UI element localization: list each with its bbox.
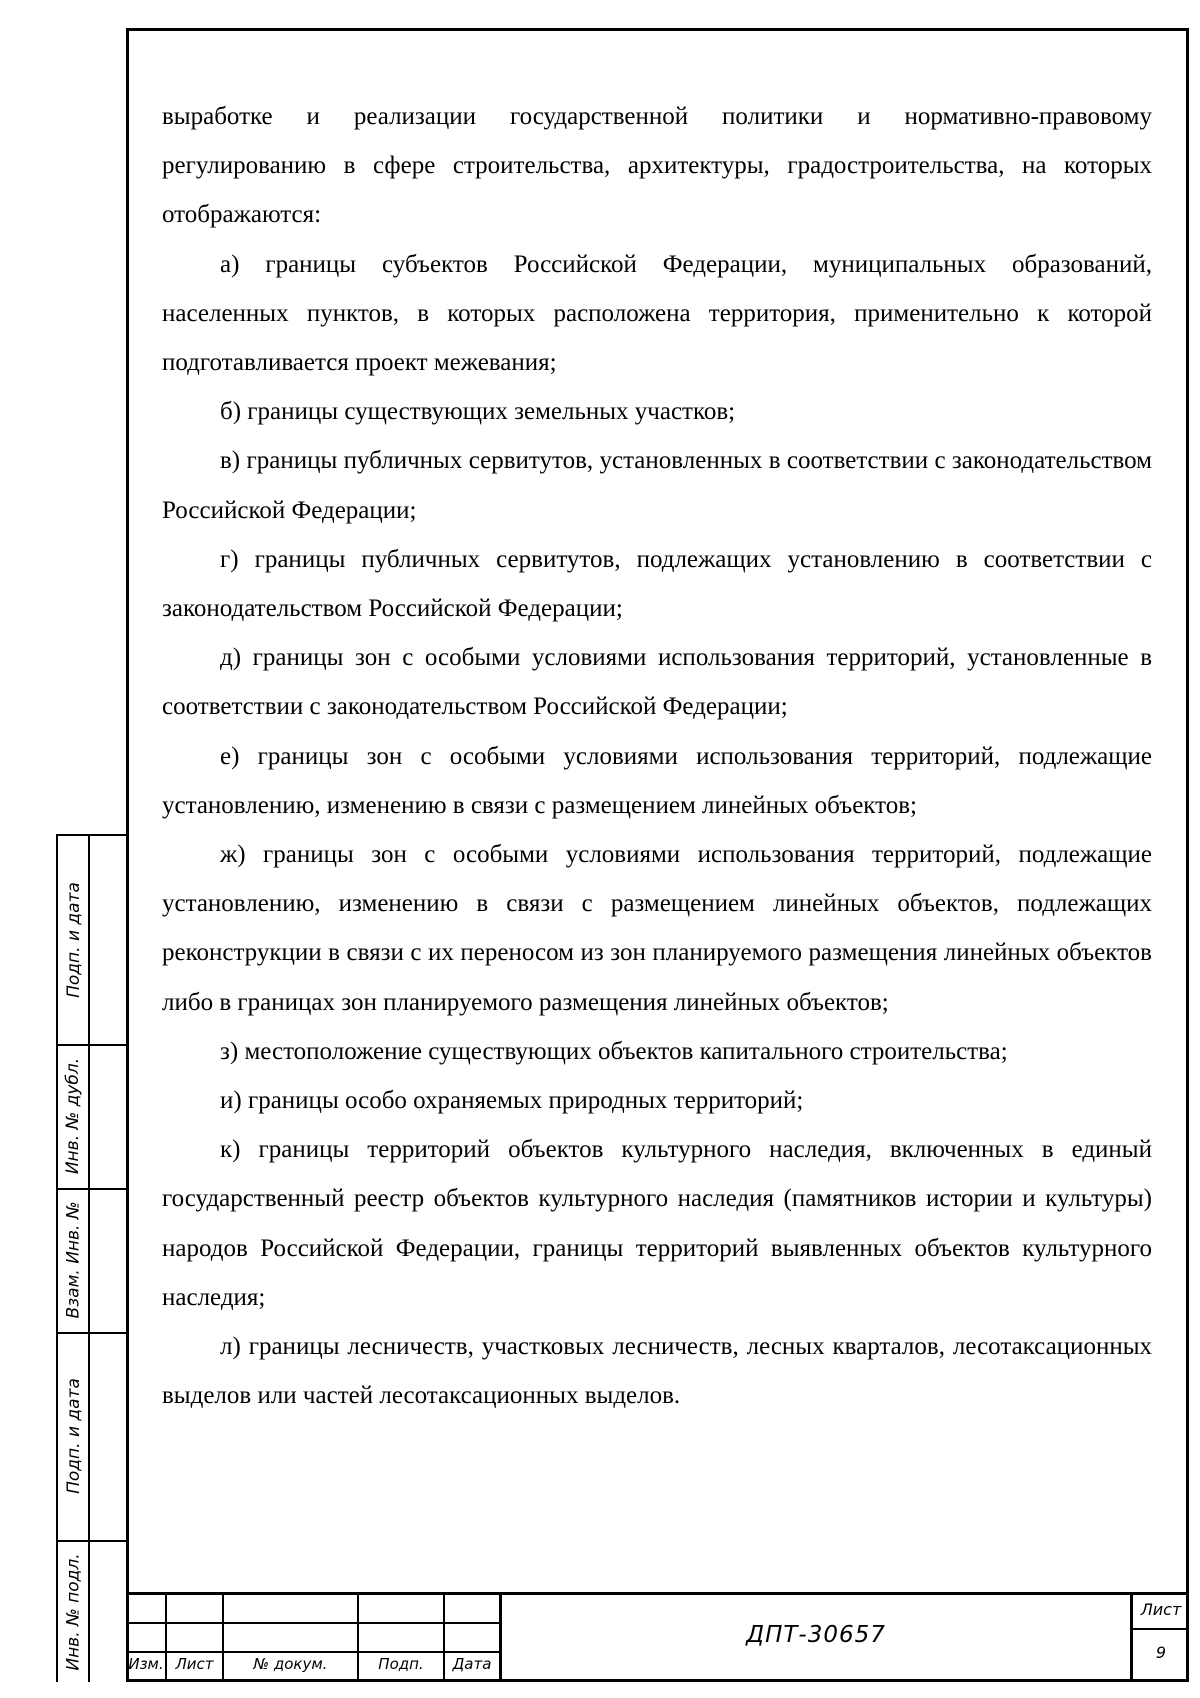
side-label-podp-data-bottom: Подп. и дата — [63, 1378, 84, 1494]
list-item-d: д) границы зон с особыми условиями использования территорий, установленные в соответствии с законодательством Российской Федерации; — [162, 644, 1152, 721]
list-item-l: л) границы лесничеств, участковых лесничеств, лесных кварталов, лесотаксационных выделов или частей лесотаксационных выделов. — [162, 1333, 1152, 1410]
side-stamp — [56, 834, 126, 1682]
title-block-col-podp: Подп. — [378, 1655, 424, 1673]
side-stamp-divider — [88, 836, 90, 1682]
list-item-v: в) границы публичных сервитутов, установленных в соответствии с законодательством Российской Федерации; — [162, 447, 1152, 524]
side-label-inv-dubl: Инв. № дубл. — [63, 1057, 84, 1175]
document-code: ДПТ-30657 — [746, 1622, 886, 1648]
side-label-inv-podl: Инв. № подл. — [63, 1553, 84, 1671]
list-item-g: г) границы публичных сервитутов, подлежащих установлению в соответствии с законодательством Российской Федерации; — [162, 545, 1152, 623]
paragraph-intro: выработке и реализации государственной политики и нормативно-правовому регулированию в сфере строительства, архитектуры, градостроительства, на которых отображаются: — [162, 103, 1152, 229]
title-block-col-izm: Изм. — [128, 1655, 164, 1673]
list-item-b: б) границы существующих земельных участков; — [220, 398, 736, 426]
side-label-vzam-inv: Взам. Инв. № — [63, 1201, 84, 1319]
title-block-col-data: Дата — [452, 1655, 492, 1673]
title-block-top-rule — [126, 1592, 1189, 1595]
list-item-a: а) границы субъектов Российской Федерации, муниципальных образований, населенных пунктов, в которых расположена территория, применительно к которой подготавливается проект межевания; — [162, 250, 1152, 377]
side-label-podp-data-top: Подп. и дата — [63, 882, 84, 998]
list-item-i: и) границы особо охраняемых природных территорий; — [220, 1087, 804, 1115]
title-block-col-dokum: № докум. — [253, 1655, 328, 1673]
list-item-k: к) границы территорий объектов культурного наследия, включенных в единый государственный реестр объектов культурного наследия (памятников истории и культуры) народов Российской Федерации, границы территорий выявленных объектов культурного наследия; — [162, 1136, 1152, 1311]
title-block-sheet-rule — [1130, 1628, 1189, 1630]
document-body — [162, 92, 1152, 1420]
list-item-zh: ж) границы зон с особыми условиями использования территорий, подлежащие установлению, изменению в связи с размещением линейных объектов, подлежащих реконструкции в связи с их переносом из зон планируемого размещения линейных объектов либо в границах зон планируемого размещения линейных объектов; — [162, 841, 1152, 1016]
sheet-number: 9 — [1155, 1643, 1167, 1662]
list-item-z: з) местоположение существующих объектов капитального строительства; — [220, 1037, 1008, 1065]
sheet-label: Лист — [1140, 1600, 1182, 1619]
list-item-e: е) границы зон с особыми условиями использования территорий, подлежащие установлению, изменению в связи с размещением линейных объектов; — [162, 742, 1152, 819]
title-block-col-list: Лист — [175, 1655, 214, 1673]
